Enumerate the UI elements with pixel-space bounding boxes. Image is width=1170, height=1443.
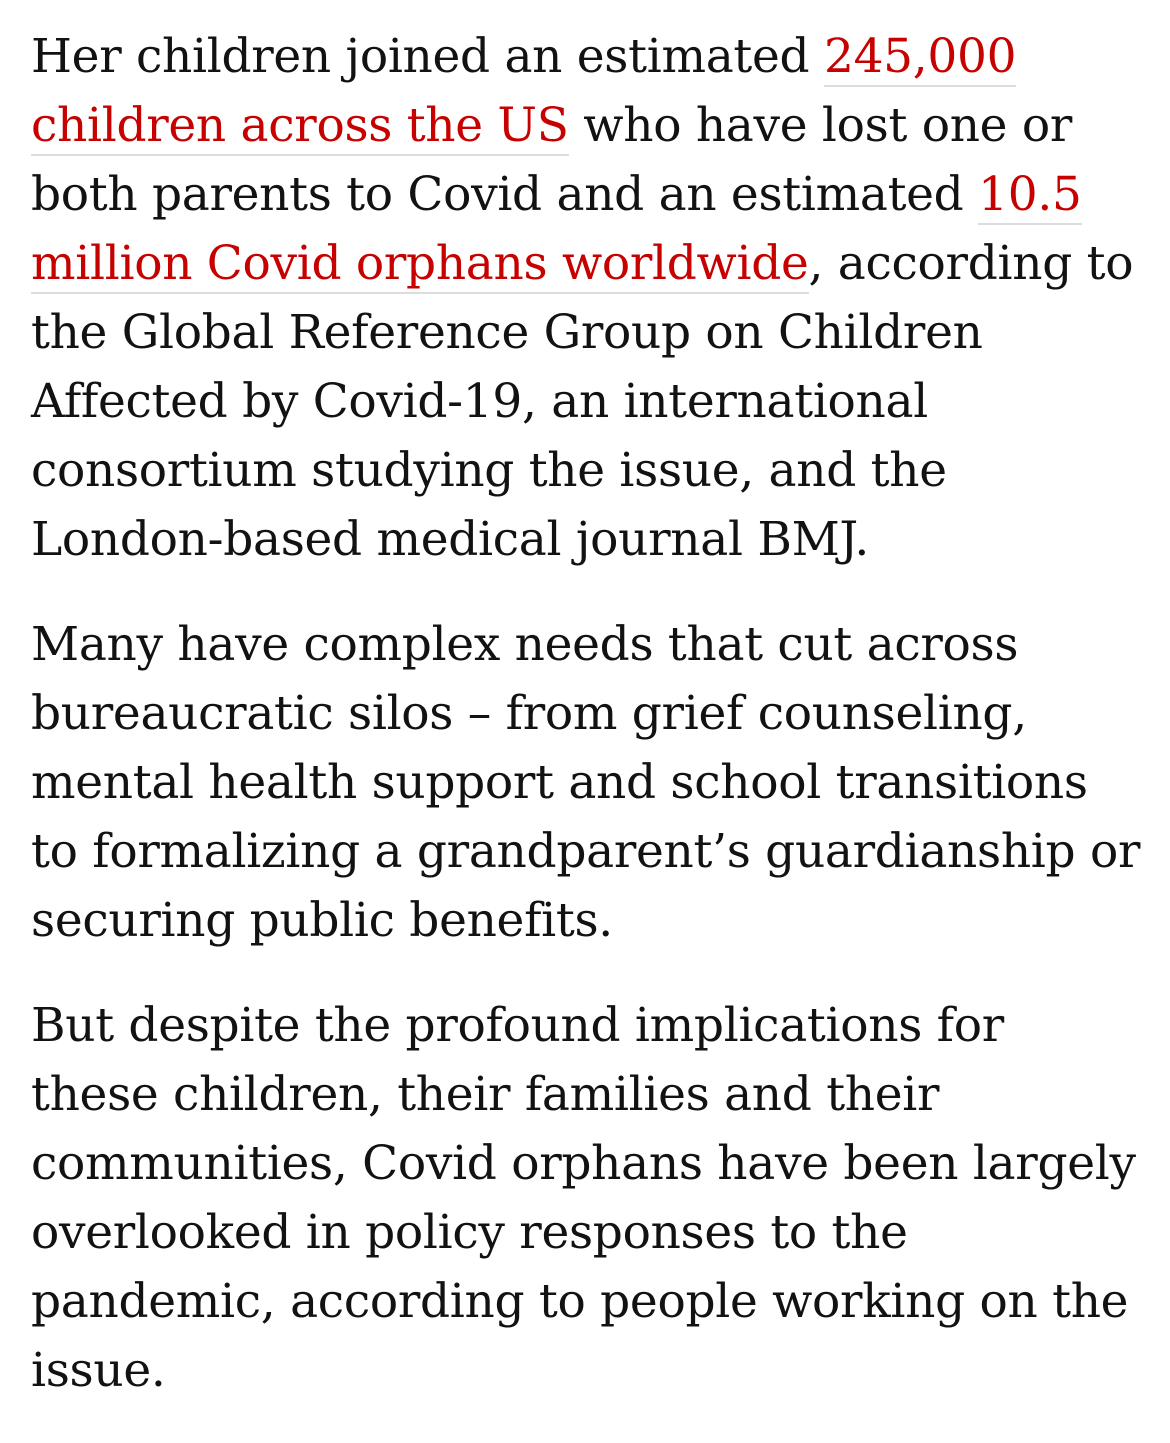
paragraph-1-text-c: , according to the Global Reference Group on Children Affected by Covid-19, an international consortium studying the issue, and the London-based medical journal BMJ. <box>31 236 1134 567</box>
paragraph-1-text-a: Her children joined an estimated <box>31 29 824 84</box>
link-us-children-count[interactable]: 245,000 children across the US <box>31 29 1016 156</box>
link-worldwide-orphans-count[interactable]: 10.5 million Covid orphans worldwide <box>31 167 1082 294</box>
paragraph-3: But despite the profound implications for these children, their families and their communities, Covid orphans have been largely overlooked in policy responses to the pandemic, according to people working on the issue. <box>31 998 1136 1398</box>
paragraph-1 <box>31 22 1141 574</box>
article-body <box>31 22 1141 1405</box>
paragraph-1-text-b: who have lost one or both parents to Covid and an estimated <box>31 98 1072 222</box>
paragraph-2: Many have complex needs that cut across bureaucratic silos – from grief counseling, mental health support and school transitions to formalizing a grandparent’s guardianship or securing public benefits. <box>31 617 1141 948</box>
